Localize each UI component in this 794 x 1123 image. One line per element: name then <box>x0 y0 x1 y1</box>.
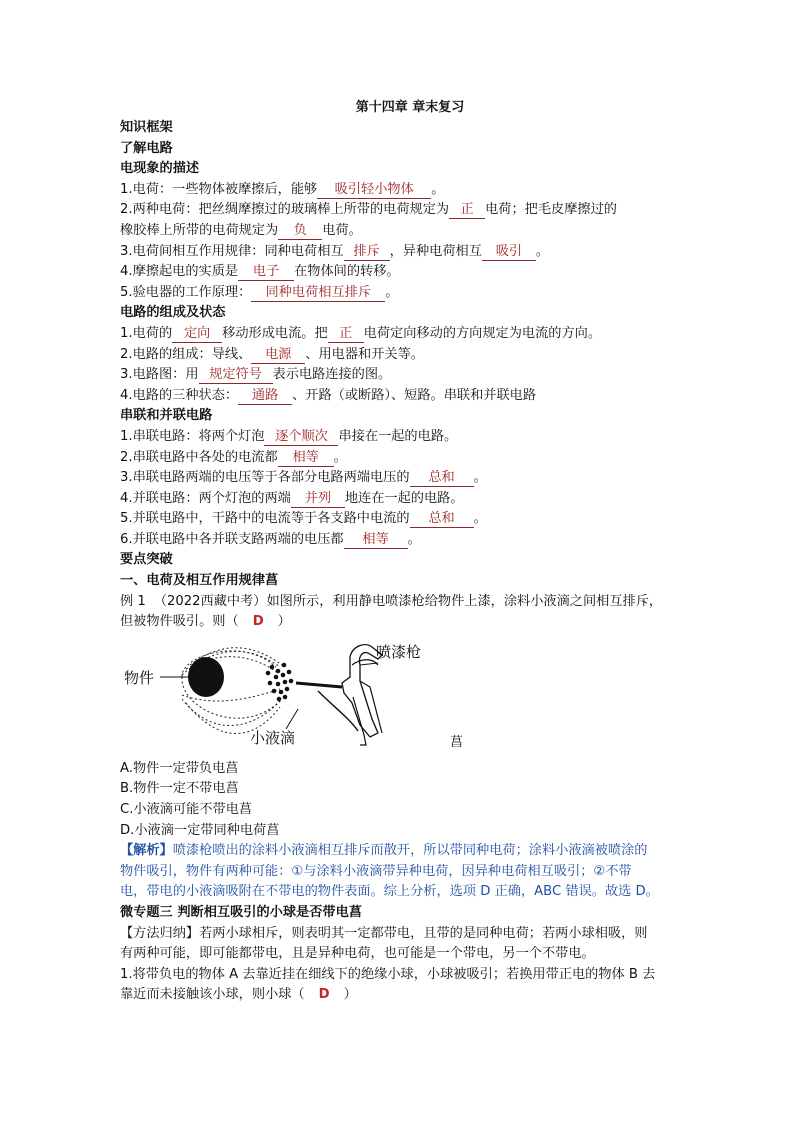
analysis-tag: 【解析】 <box>120 843 173 859</box>
item-series-current: 2.串联电路中各处的电流都 相等 。 <box>120 449 347 465</box>
heading-electric-phenomena: 电现象的描述 <box>120 161 200 177</box>
item-two-charges: 2.两种电荷：把丝绸摩擦过的玻璃棒上所带的电荷规定为 正 电荷；把毛皮摩擦过的 <box>120 202 617 218</box>
answer-blank: 相等 <box>344 532 408 549</box>
item-parallel-circuit: 4.并联电路：两个灯泡的两端 并列 地连在一起的电路。 <box>120 490 464 506</box>
section-framework: 知识框架 <box>120 120 173 135</box>
option-d: D.小液滴一定带同种电荷菖 <box>120 822 280 838</box>
answer-blank: 通路 <box>238 388 292 405</box>
item-circuit-states: 4.电路的三种状态： 通路 、开路（或断路）、短路。串联和并联电路 <box>120 387 537 403</box>
answer-blank: 总和 <box>410 470 474 487</box>
label-object: 物件 <box>124 668 155 687</box>
method-line-2: 有两种可能，即可能都带电，且是异种电荷，也可能是一个带电，另一个不带电。 <box>120 946 595 962</box>
answer-blank: 逐个顺次 <box>264 429 338 446</box>
answer-blank: 排斥 <box>344 244 390 261</box>
answer-blank: 定向 <box>172 326 222 343</box>
topic-heading: 一、电荷及相互作用规律菖 <box>120 573 279 589</box>
analysis-line-2: 物件吸引，物件有两种可能：①与涂料小液滴带异种电荷，因异种电荷相互吸引；②不带 <box>120 863 632 879</box>
page-title: 第十四章 章末复习 <box>355 100 465 115</box>
question-1-line-1: 1.将带负电的物体 A 去靠近挂在细线下的绝缘小球，小球被吸引；若换用带正电的物体 B 去 <box>120 966 656 982</box>
example-1-question: 例 1 （2022西藏中考）如图所示，利用静电喷漆枪给物件上漆，涂料小液滴之间相互排斥， <box>120 593 663 609</box>
item-interaction-rule: 3.电荷间相互作用规律：同种电荷相互 排斥 ，异种电荷相互 吸引 。 <box>120 243 550 259</box>
spray-gun-figure <box>120 637 680 755</box>
example-1-question-cont: 但被物件吸引。则（ D ） <box>120 614 291 630</box>
answer-blank: 并列 <box>291 491 345 508</box>
answer-letter: D <box>252 614 264 630</box>
label-spray-gun: 喷漆枪 <box>376 642 422 661</box>
answer-blank: 电子 <box>238 264 294 281</box>
answer-letter: D <box>318 987 330 1003</box>
item-charge: 1.电荷：一些物体被摩擦后，能够 吸引轻小物体 。 <box>120 181 445 197</box>
question-1-line-2: 靠近而未接触该小球，则小球（ D ） <box>120 987 357 1003</box>
item-electroscope: 5.验电器的工作原理： 同种电荷相互排斥 。 <box>120 284 399 300</box>
section-understand-circuit: 了解电路 <box>120 140 173 156</box>
object-ball <box>188 657 224 697</box>
micro-topic-heading: 微专题三 判断相互吸引的小球是否带电菖 <box>120 905 362 920</box>
answer-blank: 正 <box>449 202 485 219</box>
option-b: B.物件一定不带电菖 <box>120 781 239 797</box>
section-key-points: 要点突破 <box>120 552 173 568</box>
item-two-charges-cont: 橡胶棒上所带的电荷规定为 负 电荷。 <box>120 222 362 238</box>
item-circuit-parts: 2.电路的组成：导线、 电源 、用电器和开关等。 <box>120 346 424 362</box>
item-circuit-diagram: 3.电路图：用 规定符号 表示电路连接的图。 <box>120 367 392 383</box>
label-droplets: 小液滴 <box>250 728 296 747</box>
answer-blank: 相等 <box>278 450 334 467</box>
heading-series-parallel: 串联和并联电路 <box>120 408 213 424</box>
figure-mark: 菖 <box>450 734 464 750</box>
item-parallel-voltage: 6.并联电路中各并联支路两端的电压都 相等 。 <box>120 531 421 547</box>
analysis-line-1: 【解析】喷漆枪喷出的涂料小液滴相互排斥而散开，所以带同种电荷；涂料小液滴被喷涂的 <box>120 843 648 859</box>
method-line-1: 【方法归纳】若两小球相斥，则表明其一定都带电，且带的是同种电荷；若两小球相吸，则 <box>120 925 648 941</box>
option-a: A.物件一定带负电菖 <box>120 760 239 776</box>
document-page <box>120 98 680 1006</box>
answer-blank: 总和 <box>410 511 474 528</box>
analysis-line-3: 电，带电的小液滴吸附在不带电的物件表面。综上分析，选项 D 正确，ABC 错误。故选 D。 <box>120 884 659 900</box>
answer-blank: 负 <box>278 223 322 240</box>
item-current: 1.电荷的 定向 移动形成电流。把 正 电荷定向移动的方向规定为电流的方向。 <box>120 325 602 341</box>
item-friction-essence: 4.摩擦起电的实质是 电子 在物体间的转移。 <box>120 264 400 280</box>
answer-blank: 吸引 <box>482 244 536 261</box>
option-c: C.小液滴可能不带电菖 <box>120 802 253 818</box>
item-parallel-current: 5.并联电路中，干路中的电流等于各支路中电流的 总和 。 <box>120 511 487 527</box>
heading-circuit-composition: 电路的组成及状态 <box>120 305 226 321</box>
answer-blank: 同种电荷相互排斥 <box>251 285 385 302</box>
item-series-circuit: 1.串联电路：将两个灯泡 逐个顺次 串接在一起的电路。 <box>120 428 458 444</box>
answer-blank: 正 <box>328 326 364 343</box>
answer-blank: 规定符号 <box>199 367 273 384</box>
answer-blank: 吸引轻小物体 <box>317 182 431 199</box>
spray-gun-diagram <box>120 637 450 755</box>
answer-blank: 电源 <box>251 347 305 364</box>
item-series-voltage: 3.串联电路两端的电压等于各部分电路两端电压的 总和 。 <box>120 470 487 486</box>
